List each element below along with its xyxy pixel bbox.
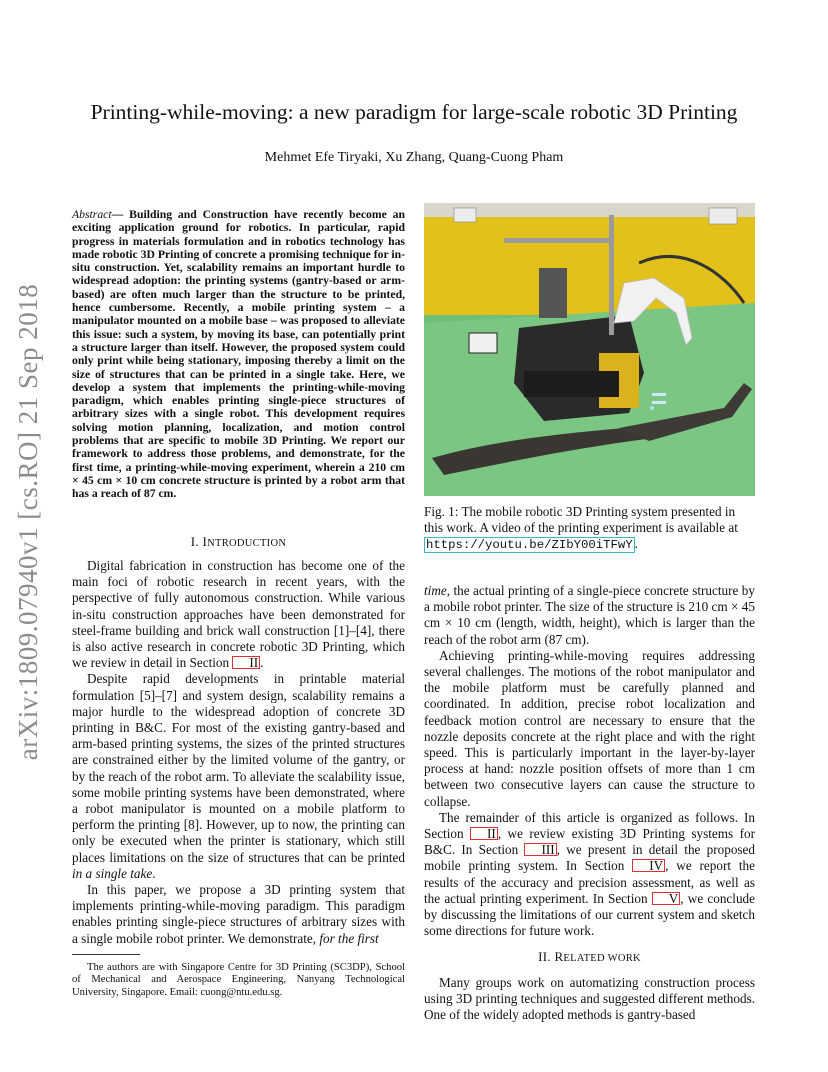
section-heading-introduction [72,534,405,550]
section-heading-related-work: II. RELATED WORK [538,949,641,965]
intro-paragraph-1: Digital fabrication in construction has become one of the main foci of robotic research in recent years, with the perspective of fully autonomous construction. While various in-situ construction approaches have been demonstrated for steel-frame building and brick wall construction [1]–[4], there is also active research in concrete robotic 3D Printing, which we review in detail in Section II . [72,558,405,671]
right-column-body [424,583,755,1023]
section-numeral: I. [190,534,203,549]
robot-photo [424,203,755,496]
related-work-paragraph-1: Many groups work on automatizing construction process using 3D printing techniques and suggested different methods. One of the widely adopted methods is gantry-based [424,974,755,1023]
introduction-body [72,558,405,947]
section-link-v[interactable]: V [652,892,681,905]
figure-caption: Fig. 1: The mobile robotic 3D Printing system presented in this work. A video of the printing experiment is available at https://youtu.be/ZIbY00iTFwY . [424,504,738,553]
intro-paragraph-3: In this paper, we propose a 3D printing system that implements printing-while-moving paradigm. This paradigm enables printing single-piece structures of arbitrary sizes with a single mobile robot printer. We demonstrate, for the first [72,882,405,946]
abstract-text: — Building and Construction have recently become an exciting application ground for robotics. In particular, rapid progress in materials formulation and in robotics technology has made robotic 3D Printing of concrete a promising technique for in-situ construction. Yet, scalability remains an important hurdle to widespread adoption: the printing systems (gantry-based or arm-based) are often much larger than the structure to be printed, hence cumbersome. Recently, a mobile printing system – a manipulator mounted on a mobile base – was proposed to alleviate this issue: such a system, by moving its base, can potentially print a structure larger than itself. However, the proposed system could only print while being stationary, imposing thereby a limit on the size of structures that can be printed in a single take. Here, we develop a system that implements the printing-while-moving paradigm, which enables printing single-piece structures of arbitrary sizes with a single robot. This development requires solving motion planning, localization, and motion control problems that are specific to mobile 3D Printing. We report our framework to address those problems, and demonstrate, for the first time, a printing-while-moving experiment, wherein a 210 cm × 45 cm × 10 cm concrete structure is printed by a robot arm that has a reach of 87 cm. [72,208,405,501]
abstract-label: Abstract [72,208,112,221]
intro-paragraph-4: Achieving printing-while-moving requires addressing several challenges. The motions of the robot manipulator and the mobile platform must be carefully planned and coordinated. In addition, precise robot localization and feedback motion control are necessary to ensure that the nozzle deposits concrete at the right place and with the right speed. This is particularly important in the layer-by-layer process at hand: nozzle position offsets of more than 1 cm between two consecutive layers can cause the structure to collapse. [424,647,755,809]
section-link-ii[interactable]: II [232,656,260,669]
abstract [72,208,405,501]
section-initial: I [202,534,208,549]
robot-photo-image [424,203,755,496]
authors: Mehmet Efe Tiryaki, Xu Zhang, Quang-Cuong Pham [264,150,564,165]
section-link-iv[interactable]: IV [632,859,665,872]
arxiv-stamp: arXiv:1809.07940v1 [cs.RO] 21 Sep 2018 [13,283,43,761]
section-link-ii-b[interactable]: II [470,827,498,840]
footnote: The authors are with Singapore Centre for 3D Printing (SC3DP), School of Mechanical and Aerospace Engineering, Nanyang Technological University, Singapore. Email: cuong@ntu.edu.sg. [72,962,405,998]
video-link[interactable]: https://youtu.be/ZIbY00iTFwY [426,538,633,553]
intro-paragraph-3-continued: time, the actual printing of a single-piece concrete structure by a mobile robot printer. The size of the structure is 210 cm × 45 cm × 10 cm (length, width, height), which is larger than the reach of the robot arm (87 cm). [424,583,755,647]
intro-paragraph-2: Despite rapid developments in printable material formulation [5]–[7] and system design, scalability remains a major hurdle to the widespread adoption of concrete 3D printing in B&C. For most of the existing gantry-based and arm-based printing systems, the sizes of the printed structures are constrained either by the limited volume of the gantry, or by the reach of the robot arm. To alleviate the scalability issue, some mobile printing systems have been demonstrated, where a robot manipulator is mounted on a mobile platform to perform the printing [8]. However, up to now, the printing can only be executed when the printer is stationary, which still places limitations on the size of structures that can be printed in a single take. [72,671,405,881]
paper-title: Printing-while-moving: a new paradigm for large-scale robotic 3D Printing [90,100,738,124]
section-rest: NTRODUCTION [207,538,287,549]
footnote-rule [72,954,140,955]
intro-paragraph-5: The remainder of this article is organized as follows. In Section II , we review existing 3D Printing systems for B&C. In Section III , we present in detail the proposed mobile printing system. In Section IV , we report the results of the accuracy and precision assessment, as well as the actual printing experiment. In Section V , we conclude by discussing the limitations of our current system and sketch some directions for future work. [424,809,755,939]
section-link-iii[interactable]: III [524,843,556,856]
